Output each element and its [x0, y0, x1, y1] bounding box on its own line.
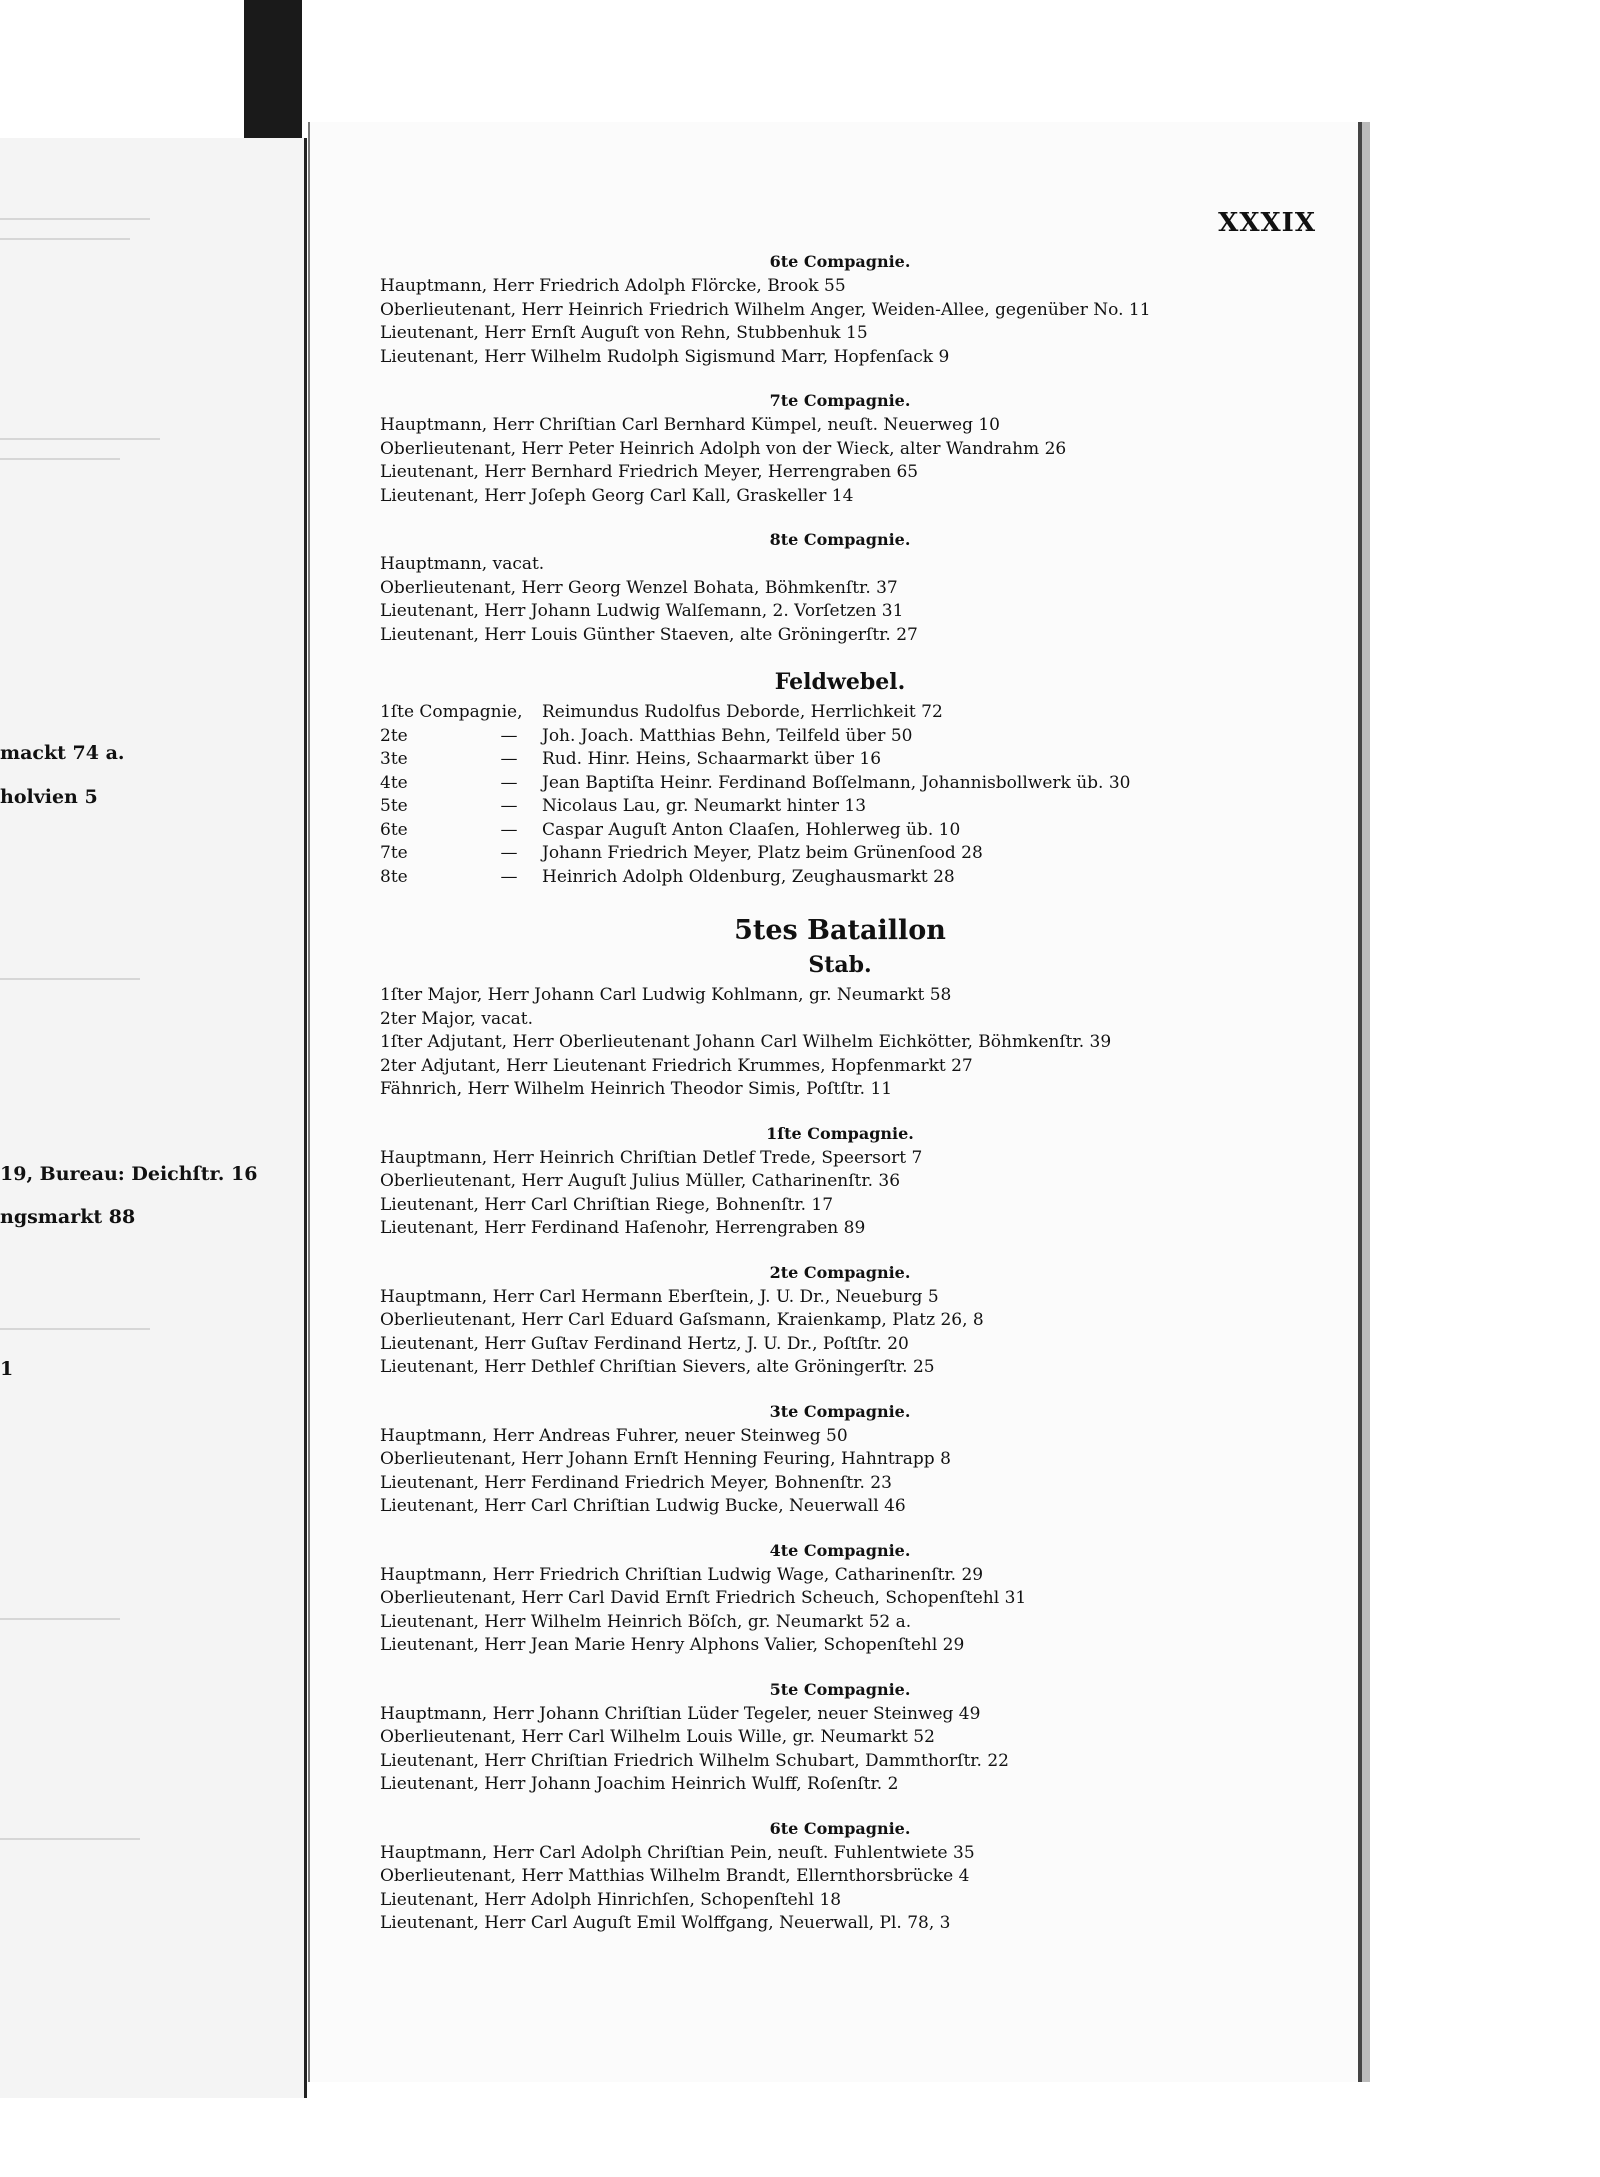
stab-entry: 1ſter Major, Herr Johann Carl Ludwig Kohlmann, gr. Neumarkt 58 [380, 985, 952, 1005]
officer-entry: Lieutenant, Herr Wilhelm Rudolph Sigismund Marr, Hopfenſack 9 [380, 346, 950, 367]
company-section [380, 1541, 1300, 1658]
stab-entry: Fähnrich, Herr Wilhelm Heinrich Theodor Simis, Poſtſtr. 11 [380, 1079, 893, 1099]
feldwebel-company: 3te [380, 749, 408, 769]
page-content [380, 252, 1300, 1958]
officer-entry: Lieutenant, Herr Chriſtian Friedrich Wilhelm Schubart, Dammthorſtr. 22 [380, 1750, 1009, 1771]
feldwebel-row [380, 701, 1300, 725]
officer-entry: Lieutenant, Herr Ferdinand Haſenohr, Herrengraben 89 [380, 1218, 866, 1238]
officer-entry: Lieutenant, Herr Ferdinand Friedrich Meyer, Bohnenſtr. 23 [380, 1472, 892, 1493]
company-section [380, 1680, 1300, 1797]
officer-entry: Hauptmann, Herr Johann Chriſtian Lüder Tegeler, neuer Steinweg 49 [380, 1703, 981, 1724]
officer-entry: Lieutenant, Herr Louis Günther Staeven, alte Gröningerſtr. 27 [380, 624, 918, 645]
company-heading: 2te Compagnie. [769, 1262, 911, 1282]
faint-text-line [0, 978, 140, 980]
officer-entry: Oberlieutenant, Herr Auguſt Julius Müller, Catharinenſtr. 36 [380, 1171, 901, 1191]
feldwebel-name: Reimundus Rudolfus Deborde, Herrlichkeit 72 [542, 702, 943, 722]
officer-entry: Lieutenant, Herr Carl Chriſtian Ludwig Bucke, Neuerwall 46 [380, 1496, 906, 1516]
feldwebel-company: 7te [380, 843, 408, 863]
stab-section [380, 952, 1300, 1102]
officer-entry: Oberlieutenant, Herr Johann Ernſt Henning Feuring, Hahntrapp 8 [380, 1449, 951, 1469]
officer-entry: Oberlieutenant, Herr Peter Heinrich Adolph von der Wieck, alter Wandrahm 26 [380, 438, 1067, 459]
faint-text-line [0, 458, 120, 460]
officer-entry: Lieutenant, Herr Wilhelm Heinrich Böſch, gr. Neumarkt 52 a. [380, 1611, 912, 1632]
officer-entry: Oberlieutenant, Herr Carl David Ernſt Friedrich Scheuch, Schopenſtehl 31 [380, 1588, 1027, 1608]
feldwebel-row [380, 725, 1300, 749]
company-heading: 6te Compagnie. [769, 252, 911, 271]
company-heading: 4te Compagnie. [769, 1540, 911, 1560]
faint-text-line [0, 1618, 120, 1620]
officer-entry: Hauptmann, Herr Friedrich Adolph Flörcke, Brook 55 [380, 276, 846, 296]
feldwebel-row [380, 819, 1300, 843]
stab-entry: 1ſter Adjutant, Herr Oberlieutenant Johann Carl Wilhelm Eichkötter, Böhmkenſtr. 39 [380, 1032, 1112, 1052]
left-page [0, 138, 307, 2098]
feldwebel-name: Jean Baptiſta Heinr. Ferdinand Boſſelmann, Johannisbollwerk üb. 30 [542, 772, 1131, 793]
officer-entry: Lieutenant, Herr Joſeph Georg Carl Kall, Graskeller 14 [380, 485, 854, 506]
feldwebel-company: 2te [380, 725, 408, 746]
company-heading: 6te Compagnie. [769, 1818, 911, 1838]
ditto-dash: — [500, 843, 518, 863]
stab-entry: 2ter Major, vacat. [380, 1008, 533, 1029]
left-fragment-2: holvien 5 [0, 786, 98, 808]
page-number: XXXIX [1218, 208, 1316, 238]
feldwebel-row [380, 866, 1300, 890]
feldwebel-section [380, 669, 1300, 889]
company-section [380, 1402, 1300, 1519]
left-fragment-3: 19, Bureau: Deichſtr. 16 [0, 1163, 258, 1185]
left-fragment-1: mackt 74 a. [0, 742, 125, 764]
company-section [380, 530, 1300, 647]
feldwebel-company: 1ſte Compagnie, [380, 702, 523, 722]
feldwebel-title: Feldwebel. [774, 669, 906, 695]
officer-entry: Lieutenant, Herr Ernſt Auguſt von Rehn, Stubbenhuk 15 [380, 323, 868, 343]
feldwebel-company: 4te [380, 772, 408, 793]
ditto-dash: — [500, 819, 518, 840]
faint-text-line [0, 1838, 140, 1840]
stab-title: Stab. [808, 952, 872, 978]
officer-entry: Hauptmann, Herr Heinrich Chriſtian Detlef Trede, Speersort 7 [380, 1147, 923, 1168]
company-heading: 3te Compagnie. [769, 1401, 911, 1421]
company-heading: 1ſte Compagnie. [766, 1123, 914, 1143]
officer-entry: Hauptmann, Herr Friedrich Chriſtian Ludwig Wage, Catharinenſtr. 29 [380, 1564, 984, 1585]
company-section [380, 1819, 1300, 1936]
officer-entry: Hauptmann, Herr Chriſtian Carl Bernhard Kümpel, neuſt. Neuerweg 10 [380, 415, 1001, 435]
feldwebel-row [380, 842, 1300, 866]
feldwebel-company: 8te [380, 866, 408, 887]
officer-entry: Oberlieutenant, Herr Matthias Wilhelm Brandt, Ellernthorsbrücke 4 [380, 1866, 970, 1886]
officer-entry: Oberlieutenant, Herr Carl Eduard Gaſsmann, Kraienkamp, Platz 26, 8 [380, 1310, 984, 1330]
officer-entry: Lieutenant, Herr Carl Chriſtian Riege, Bohnenſtr. 17 [380, 1194, 834, 1215]
officer-entry: Lieutenant, Herr Adolph Hinrichſen, Schopenſtehl 18 [380, 1889, 842, 1910]
faint-text-line [0, 238, 130, 240]
feldwebel-name: Caspar Auguſt Anton Claaſen, Hohlerweg üb. 10 [542, 819, 961, 840]
feldwebel-name: Nicolaus Lau, gr. Neumarkt hinter 13 [542, 796, 867, 816]
company-section [380, 252, 1300, 369]
ditto-dash: — [500, 796, 518, 816]
ditto-dash: — [500, 725, 518, 746]
officer-entry: Lieutenant, Herr Guſtav Ferdinand Hertz, J. U. Dr., Poſtſtr. 20 [380, 1333, 909, 1354]
stab-entry: 2ter Adjutant, Herr Lieutenant Friedrich Krummes, Hopfenmarkt 27 [380, 1055, 973, 1076]
feldwebel-company: 5te [380, 796, 408, 816]
company-heading: 7te Compagnie. [769, 391, 911, 410]
feldwebel-name: Heinrich Adolph Oldenburg, Zeughausmarkt 28 [542, 866, 955, 887]
feldwebel-row [380, 772, 1300, 796]
right-page [308, 122, 1362, 2082]
officer-entry: Hauptmann, Herr Carl Adolph Chriſtian Pein, neuſt. Fuhlentwiete 35 [380, 1842, 975, 1863]
battalion-title: 5tes Bataillon [734, 915, 946, 946]
ditto-dash: — [500, 749, 518, 769]
ditto-dash: — [500, 866, 518, 887]
feldwebel-name: Joh. Joach. Matthias Behn, Teilfeld über 50 [542, 725, 913, 746]
officer-entry: Lieutenant, Herr Johann Joachim Heinrich Wulff, Roſenſtr. 2 [380, 1774, 899, 1794]
ditto-dash: — [500, 772, 518, 793]
feldwebel-company: 6te [380, 819, 408, 840]
officer-entry: Oberlieutenant, Herr Carl Wilhelm Louis Wille, gr. Neumarkt 52 [380, 1727, 935, 1747]
feldwebel-row [380, 748, 1300, 772]
left-fragment-4: ngsmarkt 88 [0, 1206, 136, 1228]
faint-text-line [0, 1328, 150, 1330]
company-heading: 8te Compagnie. [769, 530, 911, 549]
faint-text-line [0, 218, 150, 220]
feldwebel-name: Johann Friedrich Meyer, Platz beim Grünenſood 28 [542, 843, 983, 863]
officer-entry: Lieutenant, Herr Johann Ludwig Walſemann, 2. Vorſetzen 31 [380, 601, 904, 621]
officer-entry: Lieutenant, Herr Bernhard Friedrich Meyer, Herrengraben 65 [380, 462, 919, 482]
left-fragment-5: 1 [0, 1358, 14, 1380]
officer-entry: Lieutenant, Herr Dethlef Chriſtian Sievers, alte Gröningerſtr. 25 [380, 1357, 935, 1377]
officer-entry: Oberlieutenant, Herr Heinrich Friedrich Wilhelm Anger, Weiden-Allee, gegenüber No. 11 [380, 299, 1151, 320]
officer-entry: Lieutenant, Herr Jean Marie Henry Alphons Valier, Schopenſtehl 29 [380, 1635, 965, 1655]
officer-entry: Hauptmann, vacat. [380, 554, 545, 574]
officer-entry: Oberlieutenant, Herr Georg Wenzel Bohata, Böhmkenſtr. 37 [380, 577, 898, 598]
company-section [380, 1124, 1300, 1241]
company-section [380, 391, 1300, 508]
officer-entry: Hauptmann, Herr Carl Hermann Eberſtein, J. U. Dr., Neueburg 5 [380, 1286, 939, 1307]
officer-entry: Lieutenant, Herr Carl Auguſt Emil Wolffgang, Neuerwall, Pl. 78, 3 [380, 1913, 951, 1933]
book-spine-shadow [244, 0, 302, 140]
feldwebel-row [380, 795, 1300, 819]
company-heading: 5te Compagnie. [769, 1679, 911, 1699]
feldwebel-name: Rud. Hinr. Heins, Schaarmarkt über 16 [542, 749, 882, 769]
company-section [380, 1263, 1300, 1380]
officer-entry: Hauptmann, Herr Andreas Fuhrer, neuer Steinweg 50 [380, 1425, 848, 1446]
faint-text-line [0, 438, 160, 440]
